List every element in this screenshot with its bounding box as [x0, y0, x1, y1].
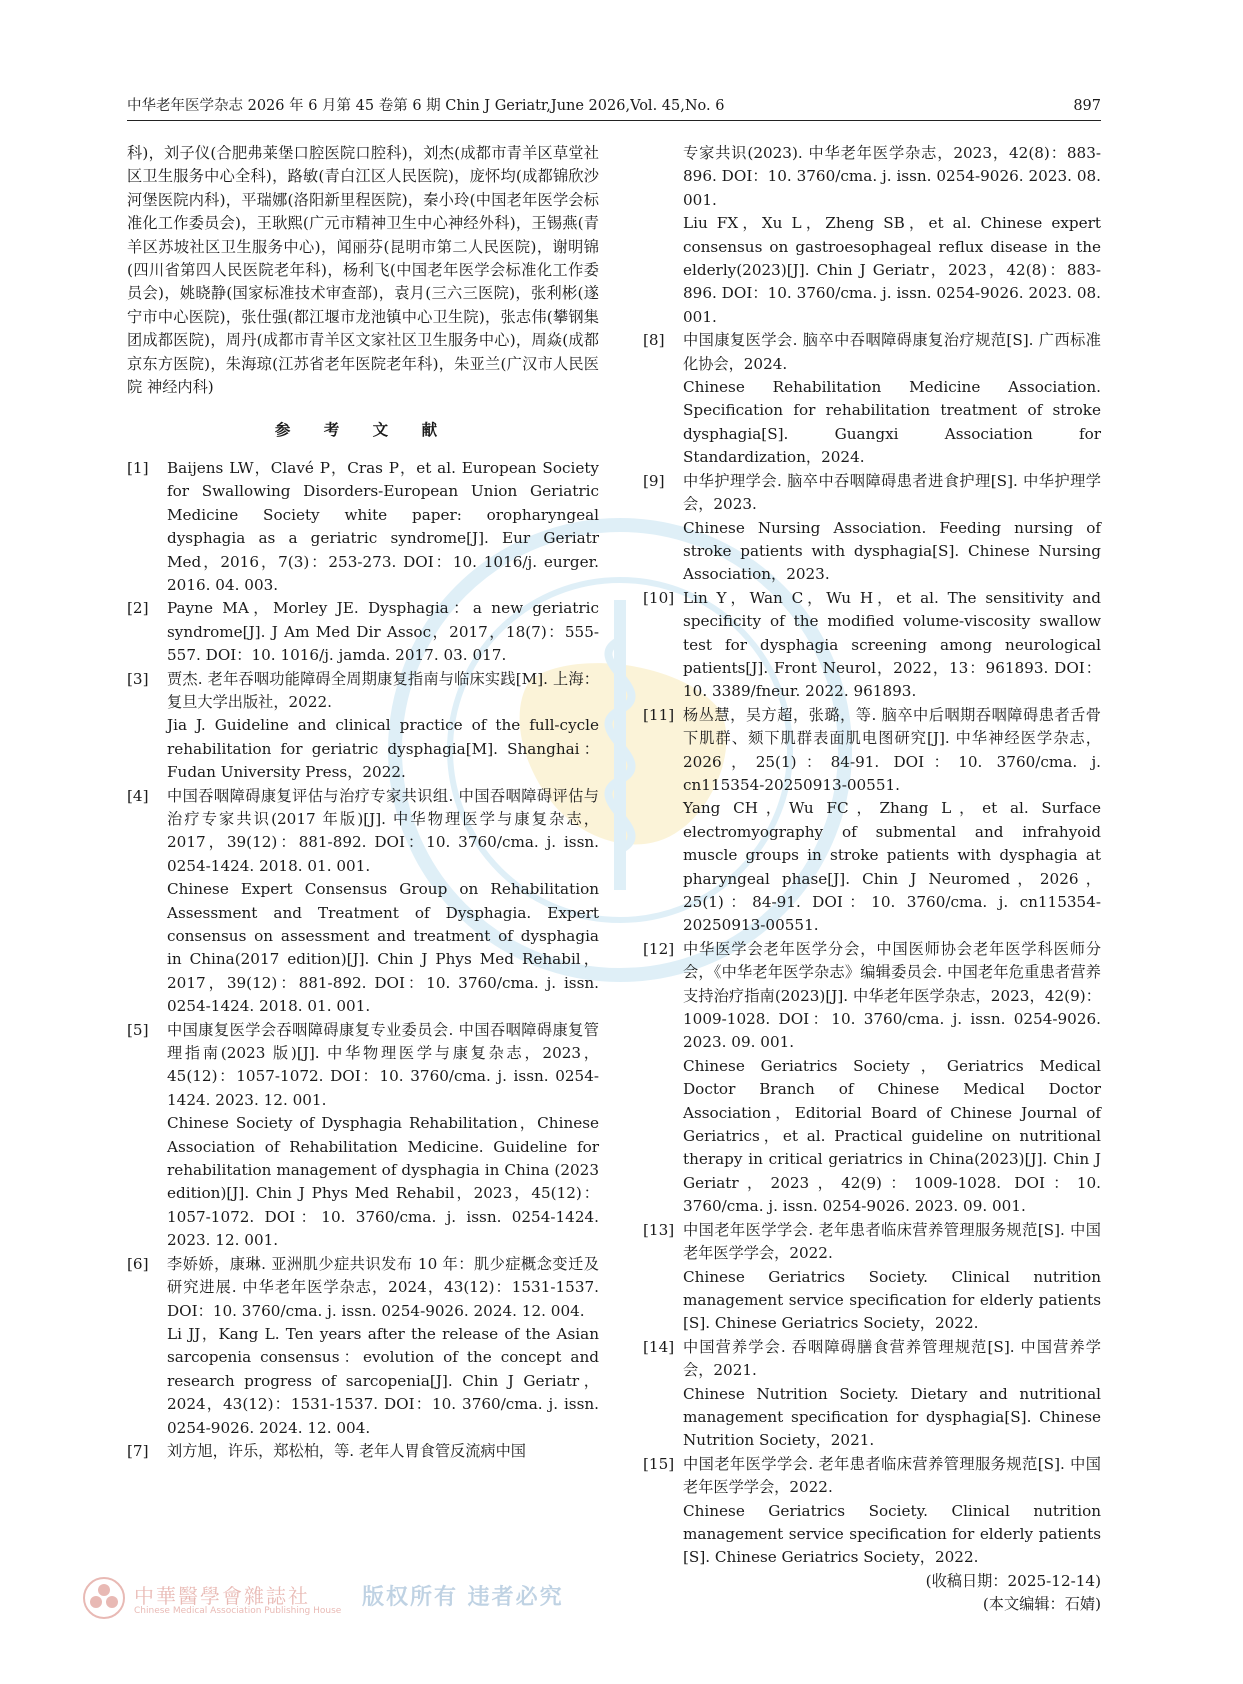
reference-text: Chinese Society of Dysphagia Rehabilitation，Chinese Association of Rehabilitation Medicine. Guideline for rehabilitation management of dysphagia in China (2023 edition)[J]. Chin J Phys Med Rehabil，2023，45(12)：1057-1072. DOI：10. 3760/cma. j. issn. 0254-1424. 2023. 12. 001. — [167, 1114, 599, 1250]
publisher-name-en: Chinese Medical Association Publishing House — [134, 1606, 342, 1616]
reference-7-continuation — [643, 142, 1101, 329]
reference-number: [12] — [643, 939, 675, 958]
reference-body — [167, 785, 599, 1019]
reference-text: Li JJ，Kang L. Ten years after the release of the Asian sarcopenia consensus：evolution of the concept and research progress of sarcopenia[J]. Chin J Geriatr，2024，43(12)：1531-1537. DOI：10. 3760/cma. j. issn. 0254-9026. 2024. 12. 004. — [167, 1324, 599, 1437]
reference-item — [643, 1219, 1101, 1336]
reference-item — [643, 470, 1101, 587]
reference-number: [5] — [127, 1020, 149, 1039]
reference-number: [3] — [127, 669, 149, 688]
reference-number: [13] — [643, 1220, 675, 1239]
references-heading: 参 考 文 献 — [274, 421, 452, 440]
reference-list-right — [643, 329, 1101, 1570]
reference-text: Chinese Nursing Association. Feeding nursing of stroke patients with dysphagia[S]. Chinese Nursing Association，2023. — [683, 518, 1101, 584]
reference-text: 中国康复医学会吞咽障碍康复专业委员会. 中国吞咽障碍康复管理指南(2023 版)[J]. 中华物理医学与康复杂志，2023，45(12)：1057-1072. DOI：10. 3760/cma. j. issn. 0254-1424. 2023. 12. 001. — [167, 1020, 599, 1109]
reference-body — [167, 597, 599, 667]
running-head — [127, 93, 1101, 119]
reference-number: [1] — [127, 458, 149, 477]
reference-text: Lin Y，Wan C，Wu H，et al. The sensitivity and specificity of the modified volume-viscosity swallow test for dysphagia screening among neurological patients[J]. Front Neurol，2022，13：961893. DOI：10. 3389/fneur. 2022. 961893. — [683, 588, 1101, 701]
publisher-name-cn: 中華醫學會雜誌社 — [134, 1584, 310, 1608]
reference-text: 中华医学会老年医学分会，中国医师协会老年医学科医师分会，《中华老年医学杂志》编辑委员会. 中国老年危重患者营养支持治疗指南(2023)[J]. 中华老年医学杂志，2023，42(9)：1009-1028. DOI：10. 3760/cma. j. issn. 0254-9026. 2023. 09. 001. — [683, 939, 1101, 1052]
reference-text: Chinese Rehabilitation Medicine Association. Specification for rehabilitation treatment of stroke dysphagia[S]. Guangxi Association for Standardization，2024. — [683, 378, 1101, 467]
reference-body — [683, 587, 1101, 704]
reference-body — [683, 1453, 1101, 1570]
reference-text: Baijens LW，Clavé P，Cras P，et al. European Society for Swallowing Disorders-European Union Geriatric Medicine Society white paper: oropharyngeal dysphagia as a geriatric syndrome[J]. Eur Geriatr Med，2016，7(3)：253-273. DOI：10. 1016/j. eurger. 2016. 04. 003. — [167, 458, 599, 594]
reference-text: 中国吞咽障碍康复评估与治疗专家共识组. 中国吞咽障碍评估与治疗专家共识(2017 年版)[J]. 中华物理医学与康复杂志，2017，39(12)：881-892. DOI：10. 3760/cma. j. issn. 0254-1424. 2018. 01. 001. — [167, 786, 599, 875]
reference-item — [127, 457, 599, 597]
reference-item — [643, 938, 1101, 1219]
reference-text: Chinese Expert Consensus Group on Rehabilitation Assessment and Treatment of Dysphagia. Expert consensus on assessment and treatment of dysphagia in China(2017 edition)[J]. Chin J Phys Med Rehabil，2017，39(12)：881-892. DOI：10. 3760/cma. j. issn. 0254-1424. 2018. 01. 001. — [167, 880, 599, 1016]
reference-body — [683, 1336, 1101, 1453]
reference-text: Chinese Nutrition Society. Dietary and nutritional management specification for dysphagia[S]. Chinese Nutrition Society，2021. — [683, 1384, 1101, 1450]
reference-body — [683, 470, 1101, 587]
reference-text: Chinese Geriatrics Society. Clinical nutrition management service specification for elderly patients [S]. Chinese Geriatrics Society，2022. — [683, 1501, 1101, 1567]
reference-body — [167, 1253, 599, 1440]
reference-body — [683, 704, 1101, 938]
left-column — [127, 142, 599, 1463]
reference-body — [683, 1219, 1101, 1336]
reference-item — [127, 785, 599, 1019]
reference-text: 杨丛慧，吴方超，张璐，等. 脑卒中后咽期吞咽障碍患者舌骨下肌群、颏下肌群表面肌电图研究[J]. 中华神经医学杂志，2026，25(1)：84-91. DOI：10. 3760/cma. j. cn115354-20250913-00551. — [683, 705, 1101, 794]
reference-item — [643, 587, 1101, 704]
reference-item — [643, 704, 1101, 938]
contributors-paragraph: 科)，刘子仪(合肥弗莱堡口腔医院口腔科)，刘杰(成都市青羊区草堂社区卫生服务中心全科)，路敏(青白江区人民医院)，庞怀均(成都锦欣沙河堡医院内科)，平瑞娜(洛阳新里程医院)，秦小玲(中国老年医学会标准化工作委员会)，王耿熙(广元市精神卫生中心神经外科)，王锡燕(青羊区苏坡社区卫生服务中心)，闻丽芬(昆明市第二人民医院)，谢明锦(四川省第四人民医院老年科)，杨利飞(中国老年医学会标准化工作委员会)，姚晓静(国家标准技术审查部)，袁月(三六三医院)，张利彬(遂宁市中心医院)，张仕强(都江堰市龙池镇中心卫生院)，张志伟(攀钢集团成都医院)，周丹(成都市青羊区文家社区卫生服务中心)，周焱(成都京东方医院)，朱海琼(江苏省老年医院老年科)，朱亚兰(广汉市人民医院 神经内科) — [127, 144, 599, 397]
reference-number: [9] — [643, 471, 665, 490]
received-date: (收稿日期：2025-12-14) — [925, 1571, 1101, 1590]
reference-item — [127, 1253, 599, 1440]
reference-item — [127, 668, 599, 785]
reference-item — [643, 1453, 1101, 1570]
reference-item — [643, 329, 1101, 469]
reference-text: 中华护理学会. 脑卒中吞咽障碍患者进食护理[S]. 中华护理学会，2023. — [683, 471, 1101, 514]
reference-number: [4] — [127, 786, 149, 805]
reference-text: 中国康复医学会. 脑卒中吞咽障碍康复治疗规范[S]. 广西标准化协会，2024. — [683, 331, 1101, 373]
editor-credit: (本文编辑：石婧) — [982, 1595, 1101, 1614]
reference-number: [14] — [643, 1337, 675, 1356]
reference-number: [15] — [643, 1454, 675, 1473]
reference-item — [127, 597, 599, 667]
reference-text: Payne MA，Morley JE. Dysphagia：a new geriatric syndrome[J]. J Am Med Dir Assoc，2017，18(7)：555-557. DOI：10. 1016/j. jamda. 2017. 03. 017. — [167, 599, 599, 665]
right-column — [643, 142, 1101, 1617]
reference-text: 中国老年医学学会. 老年患者临床营养管理服务规范[S]. 中国老年医学学会，2022. — [683, 1220, 1101, 1263]
reference-text: 刘方旭，许乐，郑松柏，等. 老年人胃食管反流病中国 — [167, 1441, 526, 1460]
copyright-notice: 版权所有 违者必究 — [362, 1584, 564, 1610]
publisher-logo-icon — [82, 1576, 126, 1620]
reference-text: Chinese Geriatrics Society，Geriatrics Medical Doctor Branch of Chinese Medical Doctor Association，Editorial Board of Chinese Journal of Geriatrics，et al. Practical guideline on nutritional therapy in critical geriatrics in China(2023)[J]. Chin J Geriatr，2023，42(9)：1009-1028. DOI：10. 3760/cma. j. issn. 0254-9026. 2023. 09. 001. — [683, 1056, 1101, 1216]
reference-body — [167, 668, 599, 785]
header-rule — [127, 120, 1101, 121]
reference-list-left — [127, 457, 599, 1463]
reference-text: 中国营养学会. 吞咽障碍膳食营养管理规范[S]. 中国营养学会，2021. — [683, 1337, 1101, 1380]
reference-body — [683, 938, 1101, 1219]
reference-number: [6] — [127, 1254, 149, 1273]
reference-text: 贾杰. 老年吞咽功能障碍全周期康复指南与临床实践[M]. 上海：复旦大学出版社，2022. — [167, 669, 599, 711]
reference-text: Yang CH，Wu FC，Zhang L，et al. Surface electromyography of submental and infrahyoid muscle groups in stroke patients with dysphagia at pharyngeal phase[J]. Chin J Neuromed，2026，25(1)：84-91. DOI：10. 3760/cma. j. cn115354-20250913-00551. — [683, 799, 1101, 935]
reference-item — [643, 1336, 1101, 1453]
reference-text: Liu FX，Xu L，Zheng SB，et al. Chinese expert consensus on gastroesophageal reflux disease in the elderly(2023)[J]. Chin J Geriatr，2023，42(8)：883-896. DOI：10. 3760/cma. j. issn. 0254-9026. 2023. 08. 001. — [683, 214, 1101, 326]
reference-number: [8] — [643, 331, 665, 350]
reference-number: [11] — [643, 705, 675, 724]
reference-number: [7] — [127, 1441, 149, 1460]
reference-number: [2] — [127, 599, 149, 618]
publisher-footer — [82, 1576, 562, 1622]
reference-body — [683, 329, 1101, 469]
reference-number: [10] — [643, 588, 675, 607]
reference-body — [167, 1019, 599, 1253]
page-number: 897 — [1073, 98, 1101, 114]
reference-text: 李娇娇，康琳. 亚洲肌少症共识发布 10 年：肌少症概念变迁及研究进展. 中华老年医学杂志，2024，43(12)：1531-1537. DOI：10. 3760/cma. j. issn. 0254-9026. 2024. 12. 004. — [167, 1254, 599, 1320]
reference-body — [167, 457, 599, 597]
journal-citation: 中华老年医学杂志 2026 年 6 月第 45 卷第 6 期 Chin J Geriatr,June 2026,Vol. 45,No. 6 — [127, 98, 725, 114]
reference-text: Chinese Geriatrics Society. Clinical nutrition management service specification for elderly patients [S]. Chinese Geriatrics Society，2022. — [683, 1267, 1101, 1333]
reference-text: Jia J. Guideline and clinical practice of the full-cycle rehabilitation for geriatric dysphagia[M]. Shanghai：Fudan University Press，2022. — [167, 716, 599, 782]
reference-item — [127, 1019, 599, 1253]
reference-text: 专家共识(2023). 中华老年医学杂志，2023，42(8)：883-896. DOI：10. 3760/cma. j. issn. 0254-9026. 2023. 08. 001. — [683, 144, 1101, 209]
reference-item — [127, 1440, 599, 1463]
reference-text: 中国老年医学学会. 老年患者临床营养管理服务规范[S]. 中国老年医学学会，2022. — [683, 1454, 1101, 1497]
reference-body — [167, 1440, 599, 1463]
